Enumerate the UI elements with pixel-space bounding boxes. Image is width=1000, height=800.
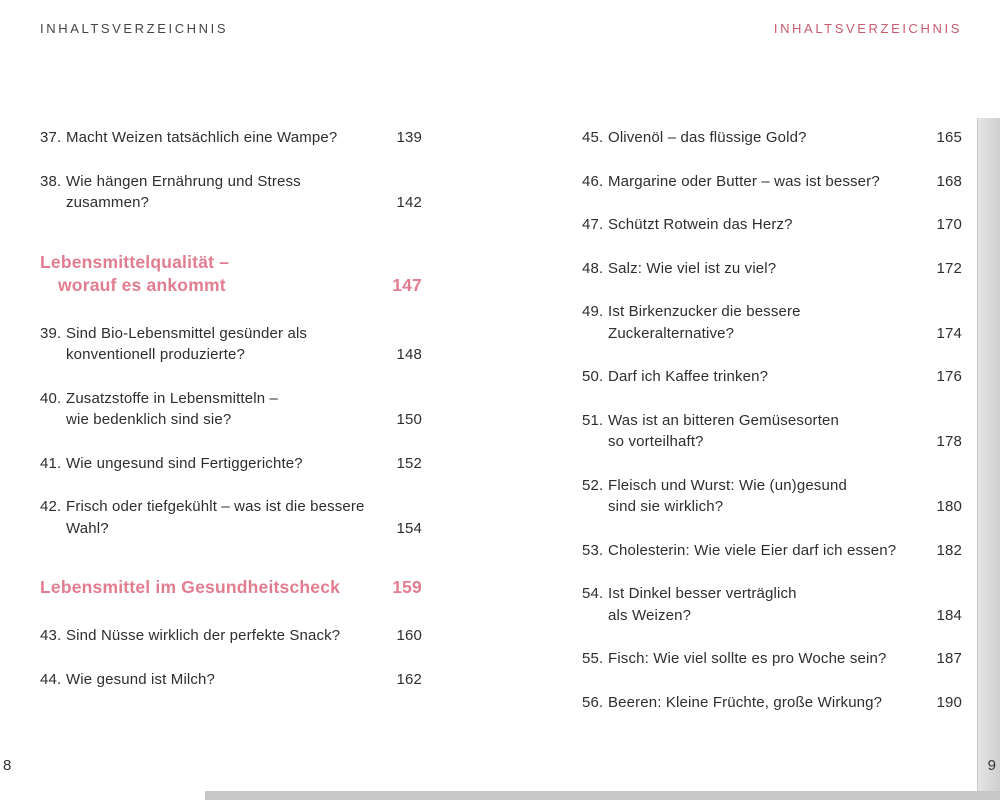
- toc-entry-title: [608, 410, 934, 453]
- toc-entry-title-line: Schützt Rotwein das Herz?: [608, 216, 793, 233]
- toc-entry-number: 38.: [40, 172, 62, 190]
- toc-entry-title: [608, 127, 934, 149]
- toc-entry: [40, 323, 422, 366]
- toc-entry-title-line: Ist Birkenzucker die bessere Zuckeralternative?: [608, 303, 801, 342]
- toc-entry-title: [66, 127, 394, 149]
- toc-column-left: [40, 127, 422, 735]
- toc-entry: [582, 214, 962, 236]
- toc-entry: [582, 692, 962, 714]
- toc-section-heading: [40, 251, 422, 297]
- toc-entry-number: 47.: [582, 216, 604, 233]
- toc-entry-number: 37.: [40, 129, 62, 146]
- toc-entry: [582, 171, 962, 193]
- toc-entry-title-line: Margarine oder Butter – was ist besser?: [608, 172, 880, 190]
- toc-entry-number: 41.: [40, 454, 62, 472]
- toc-entry-number: 51.: [582, 411, 604, 429]
- toc-entry-title-line: so vorteilhaft?: [608, 433, 704, 450]
- toc-entry-title-line: Salz: Wie viel ist zu viel?: [608, 259, 777, 277]
- toc-entry-title: [608, 258, 934, 280]
- toc-entry-page: 180: [936, 498, 962, 515]
- toc-section-heading: [40, 576, 422, 599]
- toc-entry-page: 139: [396, 129, 422, 146]
- toc-entry-number: 44.: [40, 670, 62, 688]
- toc-entry: [40, 127, 422, 149]
- toc-entry-title-line: konventionell produzierte?: [66, 346, 246, 363]
- toc-entry-title-line: als Weizen?: [608, 606, 692, 624]
- page-number-left: 8: [3, 757, 12, 774]
- toc-entry-page: 168: [936, 172, 962, 190]
- toc-entry-number: 52.: [582, 476, 604, 494]
- toc-entry-number: 53.: [582, 541, 604, 559]
- toc-entry-title-line: Cholesterin: Wie viele Eier darf ich essen?: [608, 541, 897, 559]
- toc-entry-title: [608, 692, 934, 714]
- page-edge-shadow-right: [977, 118, 1000, 800]
- toc-entry: [582, 648, 962, 670]
- page-header-left: INHALTSVERZEICHNIS: [40, 21, 229, 36]
- toc-entry-title-line: Beeren: Kleine Früchte, große Wirkung?: [608, 693, 883, 711]
- toc-entry-number: 46.: [582, 172, 604, 190]
- toc-column-right: [582, 127, 962, 735]
- toc-entry-title-line: Fleisch und Wurst: Wie (un)gesund: [608, 476, 847, 494]
- toc-entry: [40, 669, 422, 691]
- toc-entry-page: 187: [936, 650, 962, 667]
- toc-entry-title: [608, 214, 934, 236]
- toc-entry-page: 176: [936, 368, 962, 385]
- toc-entry-page: 148: [396, 346, 422, 363]
- toc-entry-number: 43.: [40, 627, 62, 644]
- toc-heading-title: [40, 251, 392, 297]
- toc-entry-title: [608, 648, 934, 670]
- toc-entry-number: 42.: [40, 498, 62, 515]
- page-header-right: INHALTSVERZEICHNIS: [773, 21, 962, 36]
- toc-entry-title-line: Wie ungesund sind Fertiggerichte?: [66, 454, 303, 472]
- toc-entry-title-line: Zusatzstoffe in Lebensmitteln –: [66, 389, 278, 407]
- toc-entry-page: 154: [396, 519, 422, 537]
- toc-entry-title: [66, 669, 394, 691]
- toc-entry-title-line: Olivenöl – das flüssige Gold?: [608, 129, 807, 146]
- toc-entry: [582, 301, 962, 344]
- toc-entry-title-line: Frisch oder tiefgekühlt – was ist die bessere Wahl?: [66, 498, 365, 537]
- toc-entry-number: 45.: [582, 129, 604, 146]
- toc-entry: [40, 496, 422, 539]
- toc-entry-page: 165: [936, 129, 962, 146]
- toc-entry-title: [608, 540, 934, 562]
- toc-entry-title-line: Darf ich Kaffee trinken?: [608, 368, 769, 385]
- toc-entry: [582, 258, 962, 280]
- toc-entry-title: [66, 171, 394, 214]
- toc-entry-title-line: sind sie wirklich?: [608, 498, 724, 515]
- toc-heading-page: 159: [392, 577, 422, 597]
- toc-entry-title: [66, 388, 394, 431]
- toc-entry-page: 174: [936, 324, 962, 342]
- toc-entry-number: 40.: [40, 389, 62, 407]
- toc-entry-title: [608, 583, 934, 626]
- toc-entry-title-line: Was ist an bitteren Gemüsesorten: [608, 411, 840, 429]
- toc-columns: [40, 127, 962, 735]
- toc-entry-page: 184: [936, 606, 962, 624]
- toc-heading-line: worauf es ankommt: [58, 274, 226, 295]
- toc-entry-page: 178: [936, 433, 962, 450]
- toc-entry-title: [608, 301, 934, 344]
- toc-entry-page: 152: [396, 454, 422, 472]
- toc-entry-title: [608, 366, 934, 388]
- toc-entry-title: [66, 625, 394, 647]
- toc-entry-title: [608, 171, 934, 193]
- toc-entry-page: 142: [396, 194, 422, 211]
- toc-entry-title-line: Sind Bio-Lebensmittel gesünder als: [66, 324, 308, 342]
- toc-heading-title: [40, 576, 392, 599]
- toc-entry-title: [66, 496, 394, 539]
- toc-entry-page: 162: [396, 670, 422, 688]
- toc-entry: [582, 540, 962, 562]
- toc-entry-title-line: Wie gesund ist Milch?: [66, 670, 216, 688]
- toc-entry-page: 172: [936, 259, 962, 277]
- toc-entry: [582, 366, 962, 388]
- page-number-right: 9: [987, 757, 996, 774]
- toc-entry-title-line: Ist Dinkel besser verträglich: [608, 585, 797, 602]
- toc-entry-number: 48.: [582, 259, 604, 277]
- toc-heading-line: Lebensmittelqualität –: [40, 251, 230, 272]
- toc-entry-number: 49.: [582, 303, 604, 320]
- toc-heading-line: Lebensmittel im Gesundheitscheck: [40, 577, 341, 597]
- toc-entry-page: 182: [936, 541, 962, 559]
- toc-entry-title: [608, 475, 934, 518]
- toc-entry: [582, 583, 962, 626]
- toc-entry-title-line: wie bedenklich sind sie?: [66, 411, 232, 428]
- toc-entry-number: 55.: [582, 650, 604, 667]
- toc-entry-page: 190: [936, 693, 962, 711]
- toc-entry-title-line: Wie hängen Ernährung und Stress zusammen?: [66, 172, 301, 211]
- toc-entry-number: 56.: [582, 693, 604, 711]
- toc-entry-title: [66, 453, 394, 475]
- toc-entry: [582, 475, 962, 518]
- toc-entry-page: 170: [936, 216, 962, 233]
- toc-entry-title: [66, 323, 394, 366]
- toc-entry-page: 160: [396, 627, 422, 644]
- toc-entry: [582, 127, 962, 149]
- toc-entry-number: 39.: [40, 324, 62, 342]
- toc-entry-title-line: Fisch: Wie viel sollte es pro Woche sein?: [608, 650, 887, 667]
- toc-entry-number: 50.: [582, 368, 604, 385]
- toc-entry: [40, 625, 422, 647]
- toc-entry: [40, 171, 422, 214]
- toc-entry-page: 150: [396, 411, 422, 428]
- toc-entry: [40, 453, 422, 475]
- toc-entry-title-line: Sind Nüsse wirklich der perfekte Snack?: [66, 627, 341, 644]
- toc-entry-number: 54.: [582, 585, 604, 602]
- toc-entry: [40, 388, 422, 431]
- toc-heading-page: 147: [392, 274, 422, 295]
- toc-entry-title-line: Macht Weizen tatsächlich eine Wampe?: [66, 129, 338, 146]
- toc-entry: [582, 410, 962, 453]
- page-edge-shadow-bottom: [205, 791, 1000, 800]
